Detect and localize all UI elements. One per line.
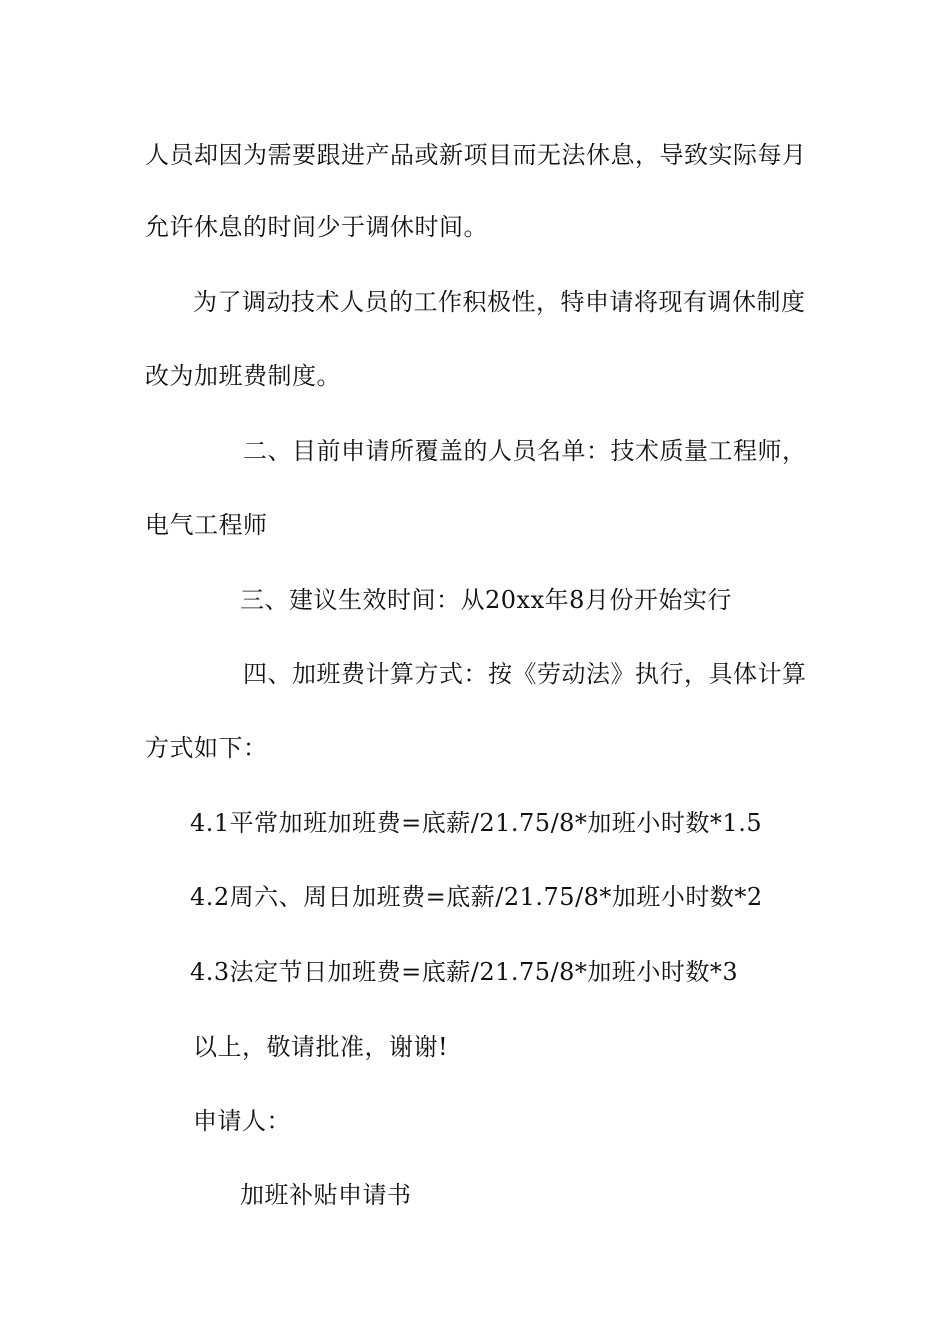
paragraph-2-line-1: 为了调动技术人员的工作积极性，特申请将现有调休制度 <box>193 288 806 316</box>
formula-weekend: 4.2周六、周日加班费=底薪/21.75/8*加班小时数*2 <box>190 883 763 911</box>
paragraph-5-line-2: 方式如下： <box>145 734 268 762</box>
section-title: 加班补贴申请书 <box>240 1181 412 1209</box>
paragraph-3-line-1: 二、目前申请所覆盖的人员名单：技术质量工程师， <box>243 437 807 465</box>
formula-holiday: 4.3法定节日加班费=底薪/21.75/8*加班小时数*3 <box>190 958 739 986</box>
paragraph-3-line-2: 电气工程师 <box>145 511 268 539</box>
paragraph-1-line-2: 允许休息的时间少于调休时间。 <box>145 213 488 241</box>
applicant-label: 申请人： <box>193 1107 291 1135</box>
paragraph-1-line-1: 人员却因为需要跟进产品或新项目而无法休息，导致实际每月 <box>145 141 807 169</box>
formula-weekday: 4.1平常加班加班费=底薪/21.75/8*加班小时数*1.5 <box>190 809 763 837</box>
paragraph-5-line-1: 四、加班费计算方式：按《劳动法》执行，具体计算 <box>243 660 807 688</box>
paragraph-2-line-2: 改为加班费制度。 <box>145 362 341 390</box>
effective-date-line: 三、建议生效时间：从20xx年8月份开始实行 <box>240 586 732 614</box>
closing-line: 以上，敬请批准，谢谢! <box>193 1033 449 1061</box>
